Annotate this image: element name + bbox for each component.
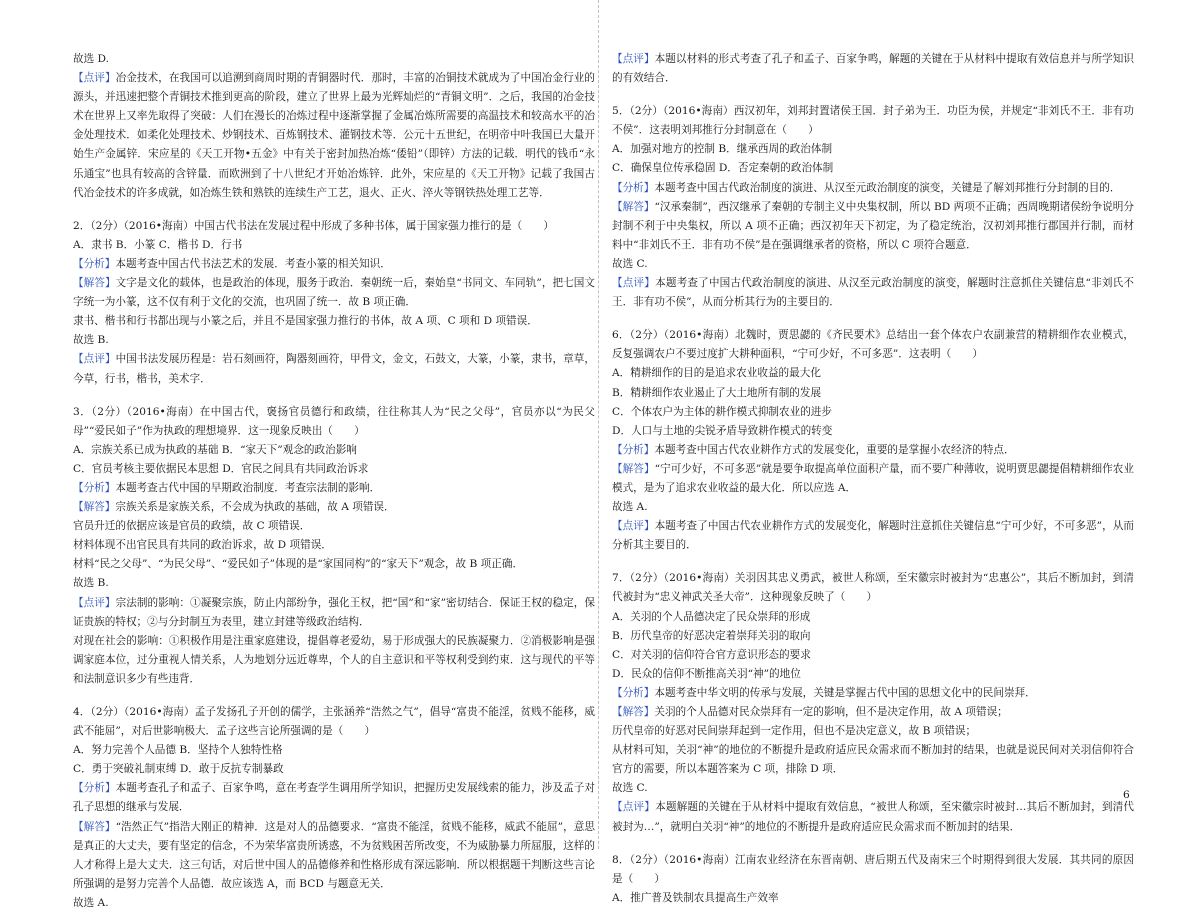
paragraph-text: 本题考查中国古代政治制度的演进、从汉至元政治制度的演变，关键是了解刘邦推行分封制的目的．	[654, 181, 1121, 194]
text-paragraph	[73, 498, 595, 517]
text-paragraph	[612, 255, 1134, 274]
text-paragraph	[73, 594, 595, 632]
section-tag: 【解答】	[612, 706, 655, 718]
text-paragraph	[612, 441, 1134, 460]
text-paragraph	[612, 198, 1134, 255]
text-paragraph	[612, 569, 1134, 607]
section-tag: 【分析】	[612, 443, 655, 456]
text-paragraph	[73, 236, 595, 255]
paragraph-text: 宗法制的影响：①凝聚宗族，防止内部纷争，强化王权，把“国”和“家”密切结合．保证王权的稳定，保证贵族的特权；②与分封制互为表里，建立封建等级政治结构．	[73, 596, 595, 628]
text-paragraph	[612, 403, 1134, 422]
paragraph-gap	[73, 689, 595, 703]
section-tag: 【点评】	[612, 277, 656, 290]
paragraph-text: C．对关羽的信仰符合官方意识形态的要求	[612, 648, 811, 661]
paragraph-text: “汉承秦制”，西汉继承了秦朝的专制主义中央集权制，所以 BD 两项不正确；西周晚期诸侯纷争说明分封制不利于中央集权，所以 A 项不正确；西汉初年天下初定，为了稳定统治，汉初刘邦推行郡国并行制，而材料中“非刘氏不王．非有功不侯”是在强调继承者的资格，所以 C 项符合题意．	[612, 200, 1135, 251]
text-paragraph	[73, 479, 595, 498]
paragraph-text: A．精耕细作的目的是追求农业收益的最大化	[612, 367, 821, 380]
paragraph-text: 故选 B.	[73, 577, 109, 590]
text-paragraph	[73, 517, 595, 536]
paragraph-text: A．隶书 B．小篆 C．楷书 D．行书	[73, 238, 243, 251]
section-tag: 【分析】	[73, 782, 116, 795]
section-tag: 【解答】	[612, 200, 655, 213]
paragraph-text: 3．（2分）（2016•海南）在中国古代，褒扬官员德行和政绩，往往称其人为“民之父母”，官员亦以“为民父母”“爱民如子”作为执政的理想境界．这一现象反映出（ ）	[73, 405, 595, 437]
paragraph-gap	[612, 312, 1134, 326]
section-tag: 【解答】	[73, 820, 116, 833]
text-paragraph	[73, 760, 595, 779]
paragraph-gap	[612, 555, 1134, 569]
section-tag: 【分析】	[612, 686, 655, 699]
text-paragraph	[612, 889, 1134, 908]
text-paragraph	[73, 894, 595, 913]
paragraph-text: “浩然正气”指浩大刚正的精神．这是对人的品德要求．“富贵不能淫，贫贱不能移，威武不能屈”，意思是真正的大丈夫，要有坚定的信念，不为荣华富贵所诱惑，不为贫贱困苦所改变，不为威胁暴力所屈服，这样的人才称得上是大丈夫．这三句话，对后世中国人的品德修养和性格形成有深远影响．所以根据题干判断这些言论所强调的是努力完善个人品德．故应该选 A，而 BCD 与题意无关．	[73, 820, 595, 890]
section-tag: 【点评】	[612, 520, 655, 533]
paragraph-text: 故选 C.	[612, 257, 648, 270]
paragraph-text: B．历代皇帝的好恶决定着崇拜关羽的取向	[612, 629, 811, 642]
text-paragraph	[73, 536, 595, 555]
page-number: 6	[1123, 789, 1130, 801]
paragraph-text: 从材料可知，关羽“神”的地位的不断提升是政府适应民众需求而不断加封的结果，也就是说民间对关羽信仰符合官方的需要，所以本题答案为 C 项，排除 D 项．	[612, 744, 1134, 776]
paragraph-text: 本题以材料的形式考查了孔子和孟子、百家争鸣，解题的关键在于从材料中提取有效信息并与所学知识的有效结合．	[612, 53, 1135, 85]
text-paragraph	[612, 50, 1134, 88]
paragraph-text: 故选 A.	[612, 501, 648, 514]
paragraph-gap	[73, 203, 595, 217]
text-paragraph	[612, 608, 1134, 627]
section-tag: 【分析】	[73, 481, 116, 494]
paragraph-text: 本题考查了中国古代政治制度的演进、从汉至元政治制度的演变，解题时注意抓住关键信息“非刘氏不王．非有功不侯”，从而分析其行为的主要目的．	[612, 277, 1135, 309]
section-tag: 【点评】	[612, 801, 656, 814]
text-paragraph	[73, 555, 595, 574]
paragraph-text: 7．（2分）（2016•海南）关羽因其忠义勇武，被世人称颂，至宋徽宗时被封为“忠惠公”，其后不断加封，到清代被封为“忠义神武关圣大帝”．这种现象反映了（ ）	[612, 572, 1134, 604]
paragraph-gap	[612, 88, 1134, 102]
text-paragraph	[73, 818, 595, 894]
section-tag: 【点评】	[73, 353, 116, 366]
paragraph-text: 故选 A.	[73, 896, 109, 909]
text-paragraph	[73, 69, 595, 203]
paragraph-text: 5．（2分）（2016•海南）西汉初年，刘邦封置诸侯王国．封子弟为王．功臣为侯，并规定“非刘氏不王．非有功不侯”．这表明刘邦推行分封制意在（ ）	[612, 105, 1134, 137]
paragraph-text: 2．（2分）（2016•海南）中国古代书法在发展过程中形成了多种书体，属于国家强力推行的是（ ）	[73, 219, 555, 232]
section-tag: 【解答】	[612, 462, 655, 475]
paragraph-text: 本题考查中华文明的传承与发展，关键是掌握古代中国的思想文化中的民间崇拜．	[654, 686, 1036, 699]
text-paragraph	[73, 217, 595, 236]
text-paragraph	[612, 798, 1134, 836]
paragraph-text: 故选 C.	[612, 782, 648, 795]
paragraph-text: C．官员考核主要依据民本思想 D．官民之间具有共同政治诉求	[73, 462, 369, 475]
paragraph-text: 本题考查孔子和孟子、百家争鸣，意在考查学生调用所学知识，把握历史发展线索的能力，涉及孟子对孔子思想的继承与发展．	[73, 782, 596, 814]
text-paragraph	[612, 498, 1134, 517]
text-paragraph	[612, 684, 1134, 703]
text-paragraph	[612, 460, 1134, 498]
text-paragraph	[73, 274, 595, 312]
paragraph-text: D．人口与土地的尖锐矛盾导致耕作模式的转变	[612, 424, 833, 437]
paragraph-text: 宗族关系是家族关系，不会成为执政的基础，故 A 项错误．	[115, 501, 395, 514]
paragraph-text: A．加强对地方的控制 B．继承西周的政治体制	[612, 143, 833, 156]
text-paragraph	[73, 703, 595, 741]
paragraph-text: 故选 B.	[73, 334, 109, 347]
text-paragraph	[612, 517, 1134, 555]
paragraph-text: 本题考查了中国古代农业耕作方式的发展变化，解题时注意抓住关键信息“宁可少好，不可多恶”，从而分析其主要目的．	[612, 520, 1135, 552]
text-paragraph	[73, 350, 595, 388]
text-paragraph	[612, 646, 1134, 665]
paragraph-text: 关羽的个人品德对民众崇拜有一定的影响，但不是决定作用，故 A 项错误；	[654, 706, 1008, 718]
text-paragraph	[612, 779, 1134, 798]
section-tag: 【点评】	[612, 53, 655, 65]
text-paragraph	[73, 632, 595, 689]
paragraph-text: 冶金技术，在我国可以追溯到商周时期的青铜器时代．那时，丰富的冶铜技术就成为了中国冶金行业的源头，并迅速把整个青铜技术推到更高的阶段，建立了世界上最为光辉灿烂的“青铜文明”．之后，我国的冶金技术在世界上又率先取得了突破：人们在漫长的冶炼过程中逐渐掌握了金属冶炼所需要的高温技术和较高水平的冶金处理技术．如柔化处理技术、炒钢技术、百炼钢技术、灌钢技术等．公元十五世纪，在明帝中叶我国已大量开始生产金属锌．宋应星的《天工开物•五金》中有关于密封加热冶炼“倭铅”（即锌）方法的记载．明代的钱币“永乐通宝”也具有较高的含锌量．而欧洲到了十八世纪才开始冶炼锌．此外，宋应星的《天工开物》记载了我国古代冶金技术的许多成就，如冶炼生铁和熟铁的连续生产工艺，退火、正火、淬火等钢铁热处理工艺等．	[73, 72, 596, 199]
text-paragraph	[612, 703, 1134, 722]
text-paragraph	[73, 460, 595, 479]
paragraph-text: 故选 D.	[73, 53, 110, 65]
paragraph-text: 本题考查中国古代书法艺术的发展．考查小篆的相关知识．	[115, 257, 391, 270]
paragraph-text: A．关羽的个人品德决定了民众崇拜的形成	[612, 610, 811, 623]
text-paragraph	[612, 140, 1134, 159]
paragraph-text: 隶书、楷书和行书都出现与小篆之后，并且不是国家强力推行的书体，故 A 项、C 项和 D 项错误．	[73, 315, 538, 328]
section-tag: 【点评】	[73, 596, 116, 609]
paragraph-text: A．努力完善个人品德 B．坚持个人独特性格	[73, 744, 283, 757]
paragraph-text: 4．（2分）（2016•海南）孟子发扬孔子开创的儒学，主张涵养“浩然之气”，倡导“富贵不能淫，贫贱不能移，威武不能屈”，对后世影响极大．孟子这些言论所强调的是（ ）	[73, 706, 595, 738]
text-paragraph	[73, 331, 595, 350]
paragraph-text: 文字是文化的载体，也是政治的体现，服务于政治．秦朝统一后，秦始皇“书同文、车同轨”，把七国文字统一为小篆，这不仅有利于文化的交流，也巩固了统一．故 B 项正确．	[73, 277, 596, 309]
text-paragraph	[612, 851, 1134, 889]
paragraph-text: A．宗族关系已成为执政的基础 B．“家天下”观念的政治影响	[73, 443, 357, 456]
text-paragraph	[612, 627, 1134, 646]
text-paragraph	[612, 741, 1134, 779]
text-paragraph	[73, 50, 595, 69]
column-divider	[598, 0, 599, 849]
paragraph-gap	[73, 389, 595, 403]
section-tag: 【分析】	[73, 257, 116, 270]
paragraph-text: 材料体现不出官民具有共同的政治诉求，故 D 项错误．	[73, 539, 332, 552]
text-paragraph	[73, 255, 595, 274]
text-paragraph	[612, 274, 1134, 312]
text-paragraph	[612, 665, 1134, 684]
text-paragraph	[73, 741, 595, 760]
paragraph-text: 官员升迁的依据应该是官员的政绩，故 C 项错误．	[73, 520, 311, 533]
paragraph-text: “宁可少好，不可多恶”就是要争取提高单位面积产量，而不要广种薄收，说明贾思勰提倡精耕细作农业模式，是为了追求农业收益的最大化．所以应选 A．	[612, 462, 1135, 494]
text-paragraph	[612, 159, 1134, 178]
section-tag: 【分析】	[612, 181, 655, 194]
section-tag: 【点评】	[73, 72, 116, 85]
paragraph-text: 中国书法发展历程是：岩石刻画符，陶器刻画符，甲骨文，金文，石鼓文，大篆，小篆，隶书，章草，今草，行书，楷书，美术字．	[73, 353, 596, 385]
text-paragraph	[73, 574, 595, 593]
paragraph-text: 对现在社会的影响：①积极作用是注重家庭建设，提倡尊老爱幼，易于形成强大的民族凝聚力．②消极影响是强调家庭本位，过分重视人情关系，人为地划分远近尊卑，个人的自主意识和平等权利受到约束．这与现代的平等和法制意识多少有些违背．	[73, 634, 595, 685]
section-tag: 【解答】	[73, 277, 116, 290]
paragraph-text: B．精耕细作农业遏止了大土地所有制的发展	[612, 386, 822, 399]
paragraph-text: 历代皇帝的好恶对民间崇拜起到一定作用，但也不是决定意义，故 B 项错误；	[612, 725, 977, 738]
paragraph-text: 本题解题的关键在于从材料中提取有效信息，“被世人称颂，至宋徽宗时被封…其后不断加封，到清代被封为…”，就明白关羽“神”的地位的不断提升是政府适应民众需求而不断加封的结果．	[612, 801, 1135, 833]
text-paragraph	[612, 326, 1134, 364]
text-paragraph	[612, 364, 1134, 383]
paragraph-text: 本题考查中国古代农业耕作方式的发展变化，重要的是掌握小农经济的特点．	[654, 443, 1015, 456]
right-column	[612, 50, 1134, 908]
paragraph-text: A．推广普及铁制农具提高生产效率	[612, 891, 779, 904]
paragraph-text: 6．（2分）（2016•海南）北魏时，贾思勰的《齐民要术》总结出一套个体农户农副兼营的精耕细作农业模式，反复强调农户不要过度扩大耕种面积，“宁可少好，不可多恶”．这表明（ ）	[612, 329, 1134, 361]
text-paragraph	[73, 441, 595, 460]
text-paragraph	[612, 722, 1134, 741]
paragraph-text: C．个体农户为主体的耕作模式抑制农业的进步	[612, 405, 832, 418]
text-paragraph	[73, 779, 595, 817]
text-paragraph	[612, 422, 1134, 441]
paragraph-text: 材料“民之父母”、“为民父母”、“爱民如子”体现的是“家国同构”的“家天下”观念，故 B 项正确．	[73, 558, 524, 571]
left-column	[73, 50, 595, 913]
text-paragraph	[612, 102, 1134, 140]
paragraph-text: 本题考查古代中国的早期政治制度．考查宗法制的影响．	[115, 481, 381, 494]
paragraph-text: D．民众的信仰不断推高关羽“神”的地位	[612, 667, 801, 680]
text-paragraph	[612, 179, 1134, 198]
section-tag: 【解答】	[73, 501, 116, 514]
text-paragraph	[612, 384, 1134, 403]
text-paragraph	[73, 403, 595, 441]
paragraph-text: C．勇于突破礼制束缚 D．敢于反抗专制暴政	[73, 763, 284, 776]
text-paragraph	[73, 312, 595, 331]
paragraph-text: C．确保皇位传承稳固 D．否定秦朝的政治体制	[612, 162, 834, 175]
paragraph-text: 8．（2分）（2016•海南）江南农业经济在东晋南朝、唐后期五代及南宋三个时期得到很大发展．其共同的原因是（ ）	[612, 853, 1134, 885]
